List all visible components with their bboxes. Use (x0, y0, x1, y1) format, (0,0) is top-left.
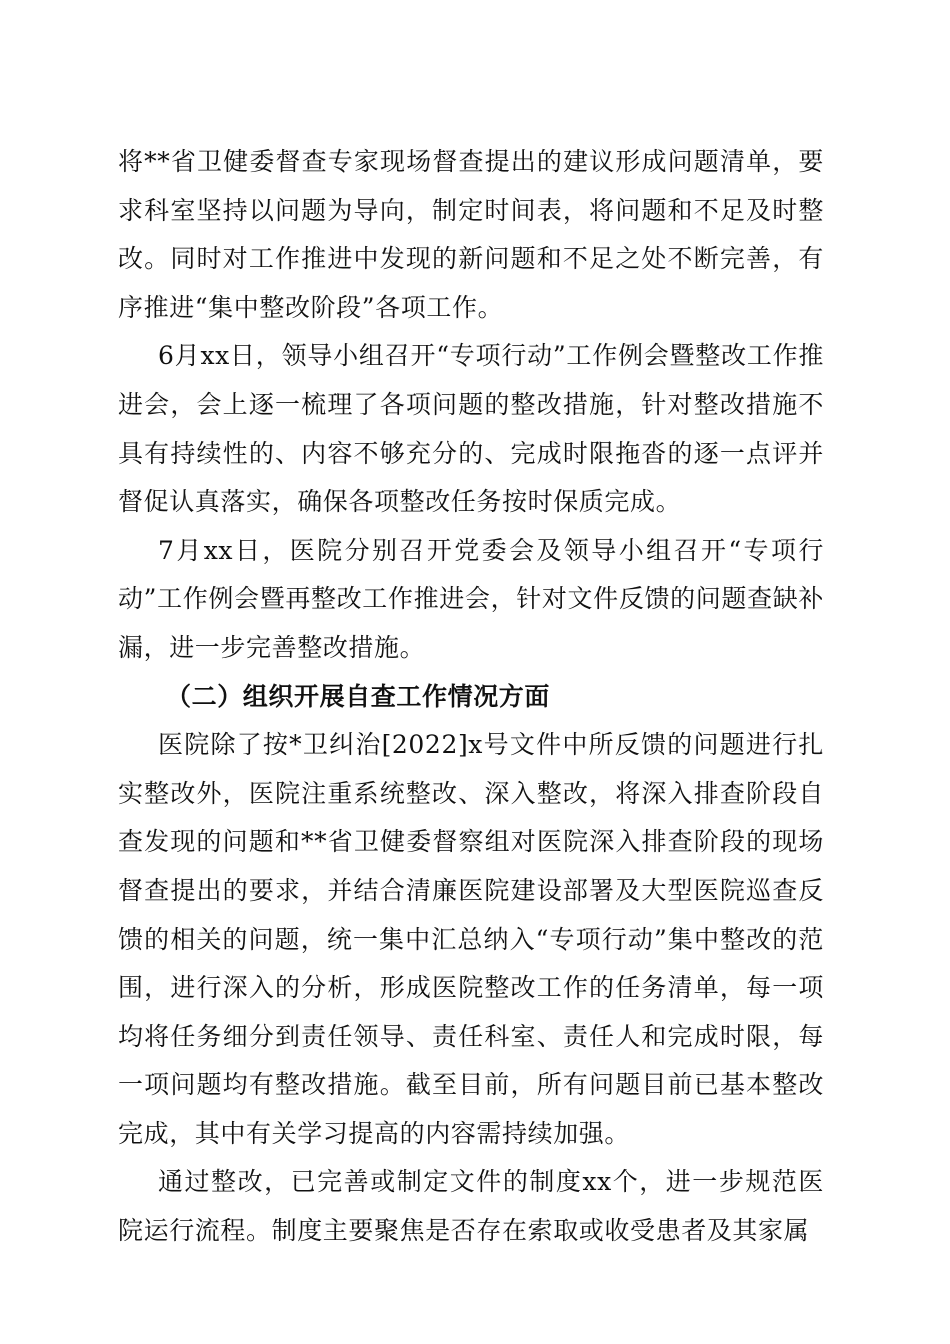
paragraph-july-meeting: 7月xx日，医院分别召开党委会及领导小组召开“专项行动”工作例会暨再整改工作推进会，针对文件反馈的问题查缺补漏，进一步完善整改措施。 (118, 535, 824, 662)
document-body (118, 138, 824, 1256)
paragraph-continuation: 将**省卫健委督查专家现场督查提出的建议形成问题清单，要求科室坚持以问题为导向，制定时间表，将问题和不足及时整改。同时对工作推进中发现的新问题和不足之处不断完善，有序推进“集中整改阶段”各项工作。 (118, 147, 824, 322)
paragraph-rectification-results: 通过整改，已完善或制定文件的制度xx个，进一步规范医院运行流程。制度主要聚焦是否存在索取或收受患者及其家属 (118, 1167, 824, 1246)
paragraph-self-inspection: 医院除了按*卫纠治[2022]x号文件中所反馈的问题进行扎实整改外，医院注重系统整改、深入整改，将深入排查阶段自查发现的问题和**省卫健委督察组对医院深入排查阶段的现场督查提出的要求，并结合清廉医院建设部署及大型医院巡查反馈的相关的问题，统一集中汇总纳入“专项行动”集中整改的范围，进行深入的分析，形成医院整改工作的任务清单，每一项均将任务细分到责任领导、责任科室、责任人和完成时限，每一项问题均有整改措施。截至目前，所有问题目前已基本整改完成，其中有关学习提高的内容需持续加强。 (118, 730, 824, 1148)
paragraph-june-meeting: 6月xx日，领导小组召开“专项行动”工作例会暨整改工作推进会，会上逐一梳理了各项问题的整改措施，针对整改措施不具有持续性的、内容不够充分的、完成时限拖沓的逐一点评并督促认真落实，确保各项整改任务按时保质完成。 (118, 341, 824, 517)
section-heading: （二）组织开展自查工作情况方面 (166, 681, 551, 711)
